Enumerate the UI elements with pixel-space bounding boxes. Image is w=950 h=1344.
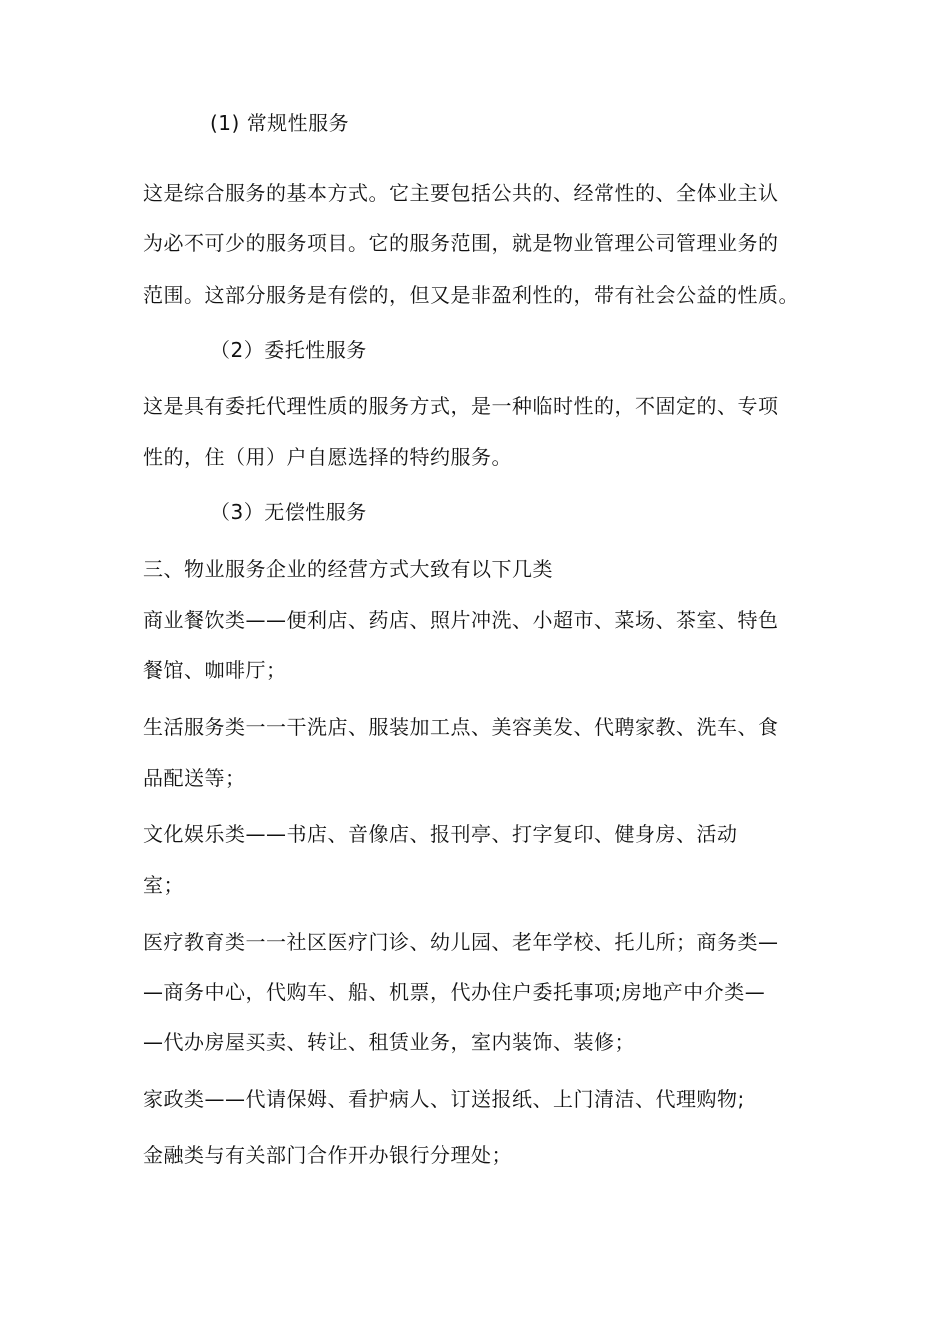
section-heading: 三、物业服务企业的经营方式大致有以下几类 <box>143 557 553 581</box>
paragraph-line: —商务中心，代购车、船、机票，代办住户委托事项;房地产中介类— <box>143 980 766 1004</box>
paragraph-line: 家政类——代请保姆、看护病人、订送报纸、上门清洁、代理购物; <box>143 1087 745 1111</box>
paragraph-line: 这是综合服务的基本方式。它主要包括公共的、经常性的、全体业主认 <box>143 181 779 205</box>
paragraph-line: 生活服务类一一干洗店、服装加工点、美容美发、代聘家教、洗车、食 <box>143 715 779 739</box>
paragraph-line: 这是具有委托代理性质的服务方式，是一种临时性的，不固定的、专项 <box>143 394 779 418</box>
heading-entrusted-service: （2）委托性服务 <box>210 338 367 362</box>
paragraph-line: 范围。这部分服务是有偿的，但又是非盈利性的，带有社会公益的性质。 <box>143 283 799 307</box>
paragraph-line: 品配送等； <box>143 766 246 790</box>
paragraph-line: 医疗教育类一一社区医疗门诊、幼儿园、老年学校、托儿所；商务类— <box>143 930 779 954</box>
paragraph-line: 餐馆、咖啡厅； <box>143 658 287 682</box>
paragraph-line: 室； <box>143 873 184 897</box>
paragraph-line: 商业餐饮类——便利店、药店、照片冲洗、小超市、菜场、茶室、特色 <box>143 608 779 632</box>
paragraph-line: 文化娱乐类——书店、音像店、报刊亭、打字复印、健身房、活动 <box>143 822 738 846</box>
paragraph-line: —代办房屋买卖、转让、租赁业务，室内装饰、装修； <box>143 1030 635 1054</box>
heading-regular-service: (1) 常规性服务 <box>210 111 350 135</box>
heading-free-service: （3）无偿性服务 <box>210 500 367 524</box>
paragraph-line: 为必不可少的服务项目。它的服务范围，就是物业管理公司管理业务的 <box>143 231 779 255</box>
paragraph-line: 金融类与有关部门合作开办银行分理处； <box>143 1143 512 1167</box>
paragraph-line: 性的，住（用）户自愿选择的特约服务。 <box>143 445 512 469</box>
